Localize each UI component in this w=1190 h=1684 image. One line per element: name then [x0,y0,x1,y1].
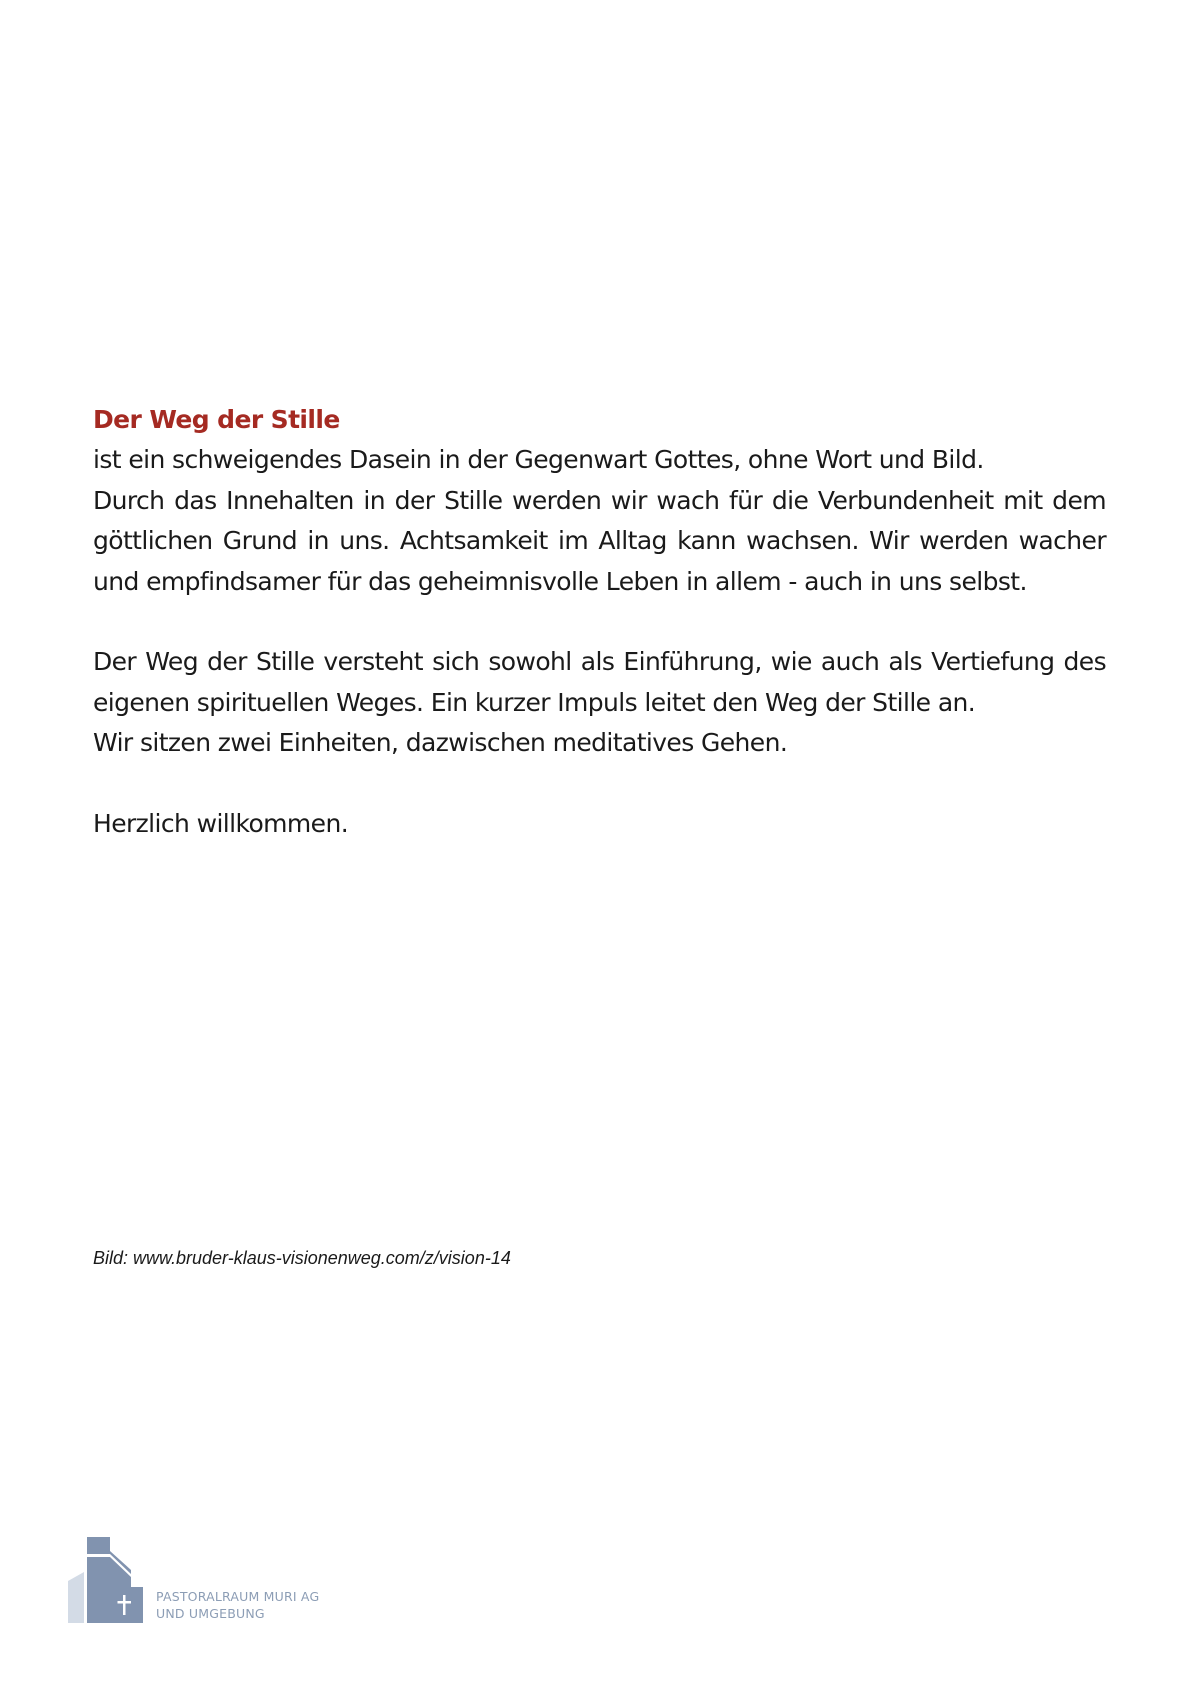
text-line: eigenen spirituellen Weges. Ein kurzer Impuls leitet den Weg der Stille an. [93,687,976,717]
paragraph-spacer [93,602,1106,642]
organization-name-line1: PASTORALRAUM MURI AG [156,1589,320,1604]
closing-line [93,804,1106,845]
text-line: Der Weg der Stille versteht sich sowohl als Einführung, wie auch als Vertiefung des [93,647,1106,676]
logo-cross-vertical [123,1595,126,1615]
logo-light-block [68,1572,84,1623]
article-title: Der Weg der Stille [93,405,340,434]
church-building-with-cross-icon [68,1537,143,1623]
organization-name [156,1588,319,1622]
image-credit: Bild: www.bruder-klaus-visionenweg.com/z/vision-14 [93,1248,511,1268]
paragraph-spacer [93,764,1106,804]
text-line: Durch das Innehalten in der Stille werden wir wach für die Verbundenheit mit dem [93,485,1106,515]
paragraph-description [93,642,1106,764]
organization-name-line2: UND UMGEBUNG [156,1606,265,1621]
article [93,400,1106,844]
text-line: Herzlich willkommen. [93,808,349,838]
text-line: ist ein schweigendes Dasein in der Gegenwart Gottes, ohne Wort und Bild. [93,445,984,474]
logo-cross-horizontal [118,1601,132,1604]
text-line: göttlichen Grund in uns. Achtsamkeit im Alltag kann wachsen. Wir werden wacher [93,526,1106,555]
text-line: und empfindsamer für das geheimnisvolle Leben in allem - auch in uns selbst. [93,566,1027,596]
logo-right-block [113,1587,143,1623]
text-line: Wir sitzen zwei Einheiten, dazwischen meditatives Gehen. [93,728,788,757]
paragraph-intro [93,440,1106,602]
